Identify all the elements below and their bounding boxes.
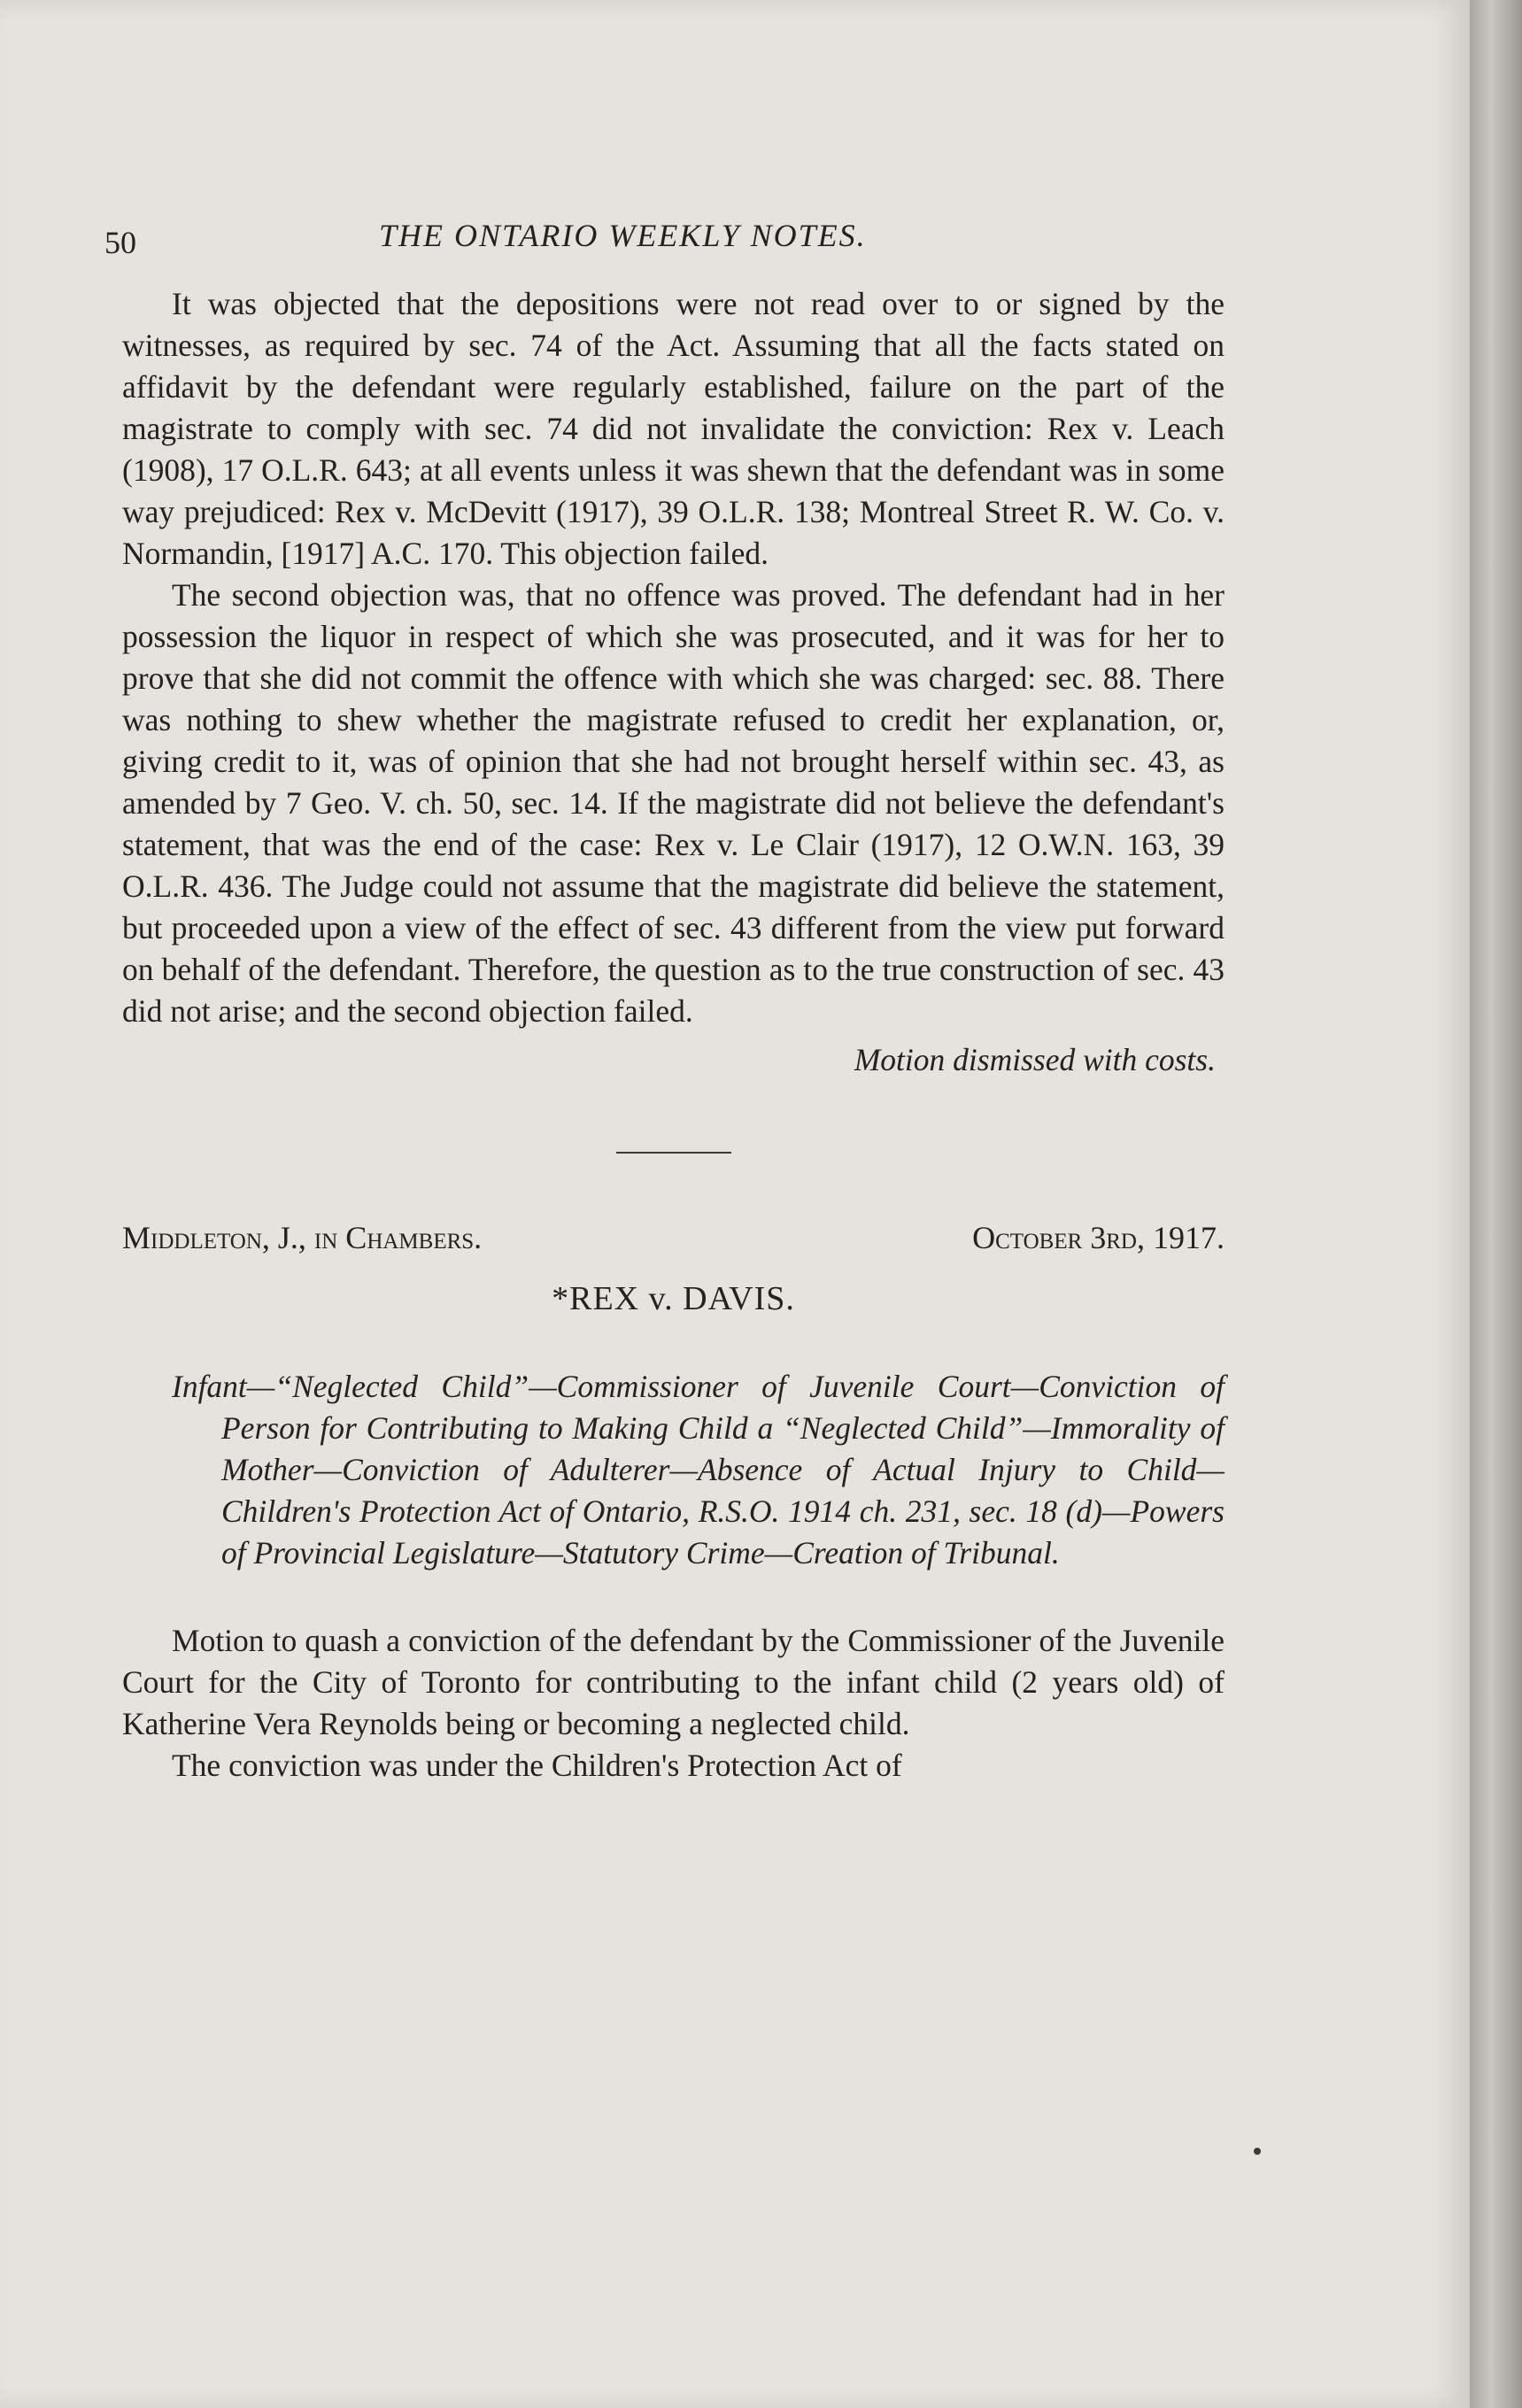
section-divider <box>616 1152 731 1154</box>
body-paragraph-2: The second objection was, that no offence was proved. The defendant had in her possession the liquor in respect of which she was prosecuted, and it was for her to prove that she did not commit the offence with which she was charged: sec. 88. There was nothing to shew whether the magistrate refused to credit her explanation, or, giving credit to it, was of opinion that she had not brought herself within sec. 43, as amended by 7 Geo. V. ch. 50, sec. 14. If the magistrate did not believe the defendant's statement, that was the end of the case: Rex v. Le Clair (1917), 12 O.W.N. 163, 39 O.L.R. 436. The Judge could not assume that the magistrate did believe the statement, but proceeded upon a view of the effect of sec. 43 different from the view put forward on behalf of the defendant. Therefore, the question as to the true construction of sec. 43 did not arise; and the second objection failed. <box>122 577 1225 1029</box>
body-paragraph-1: It was objected that the depositions were not read over to or signed by the witnesses, as required by sec. 74 of the Act. Assuming that all the facts stated on affidavit by the defendant were regularly established, failure on the part of the magistrate to comply with sec. 74 did not invalidate the conviction: Rex v. Leach (1908), 17 O.L.R. 643; at all events unless it was shewn that the defendant was in some way prejudiced: Rex v. McDevitt (1917), 39 O.L.R. 138; Montreal Street R. W. Co. v. Normandin, [1917] A.C. 170. This objection failed. <box>122 286 1225 571</box>
case-headnote: Infant—“Neglected Child”—Commissioner of Juvenile Court—Conviction of Person for Contributing to Making Child a “Neglected Child”—Immorality of Mother—Conviction of Adulterer—Absence of Actual Injury to Child—Children's Protection Act of Ontario, R.S.O. 1914 ch. 231, sec. 18 (d)—Powers of Provincial Legislature—Statutory Crime—Creation of Tribunal. <box>172 1369 1225 1571</box>
ink-speck <box>1254 2148 1261 2155</box>
page-content <box>122 283 1225 1787</box>
running-title: THE ONTARIO WEEKLY NOTES. <box>379 218 867 253</box>
disposition: Motion dismissed with costs. <box>854 1042 1216 1077</box>
case-paragraph-2: The conviction was under the Children's Protection Act of <box>172 1748 902 1783</box>
page-number: 50 <box>104 225 136 260</box>
case-paragraph-1: Motion to quash a conviction of the defendant by the Commissioner of the Juvenile Court for the City of Toronto for contributing to the infant child (2 years old) of Katherine Vera Reynolds being or becoming a neglected child. <box>122 1623 1225 1741</box>
case-date: October 3rd, 1917. <box>972 1220 1225 1255</box>
case-judge: Middleton, J., in Chambers. <box>122 1220 483 1255</box>
page-header <box>104 217 1238 270</box>
case-line <box>122 1217 1225 1259</box>
book-spine <box>1470 0 1522 2408</box>
case-title: *REX v. DAVIS. <box>552 1280 795 1317</box>
